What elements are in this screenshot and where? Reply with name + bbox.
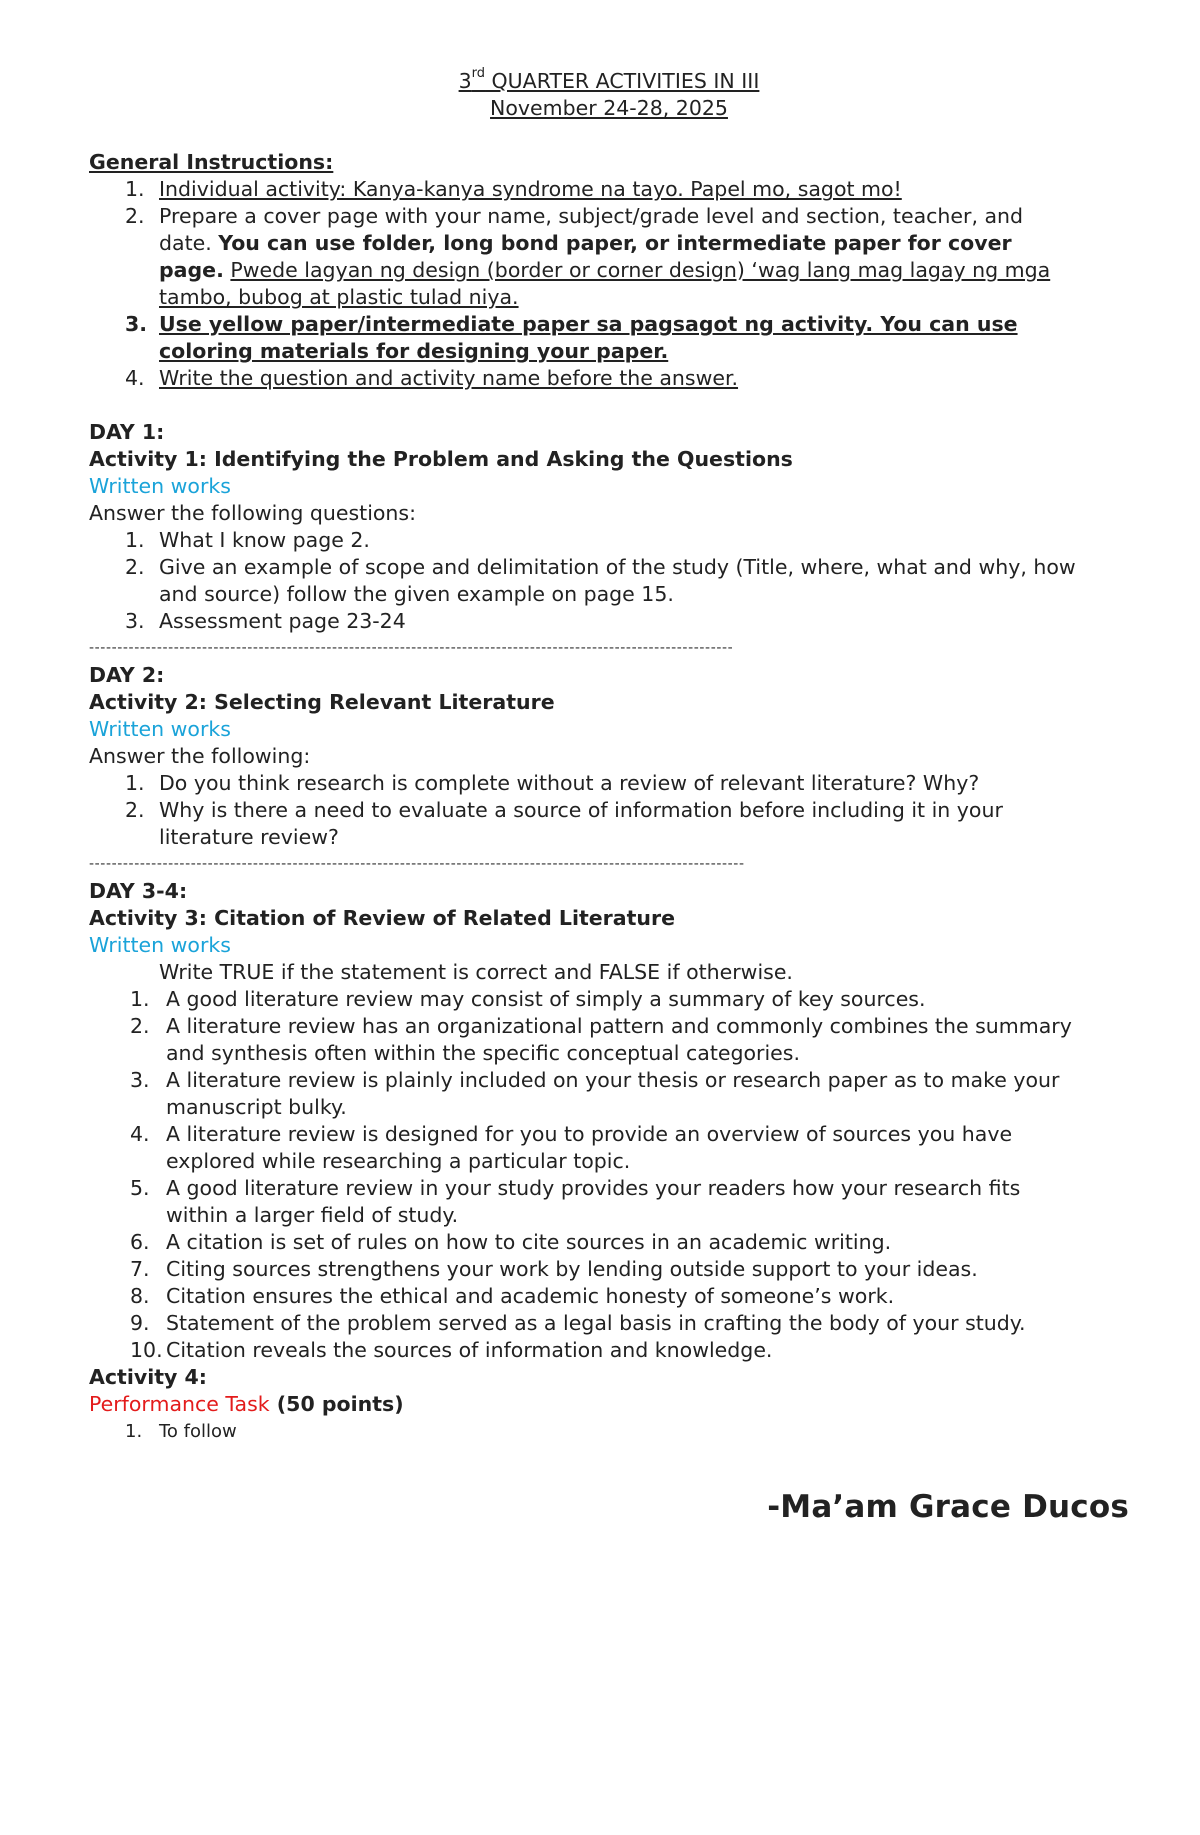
list-item (89, 986, 1129, 1013)
item-number: 3. (125, 609, 145, 633)
item-text: date. (159, 231, 219, 255)
item-text-underlined: tambo, bubog at plastic tulad niya. (159, 285, 519, 309)
item-number: 2. (130, 1014, 150, 1038)
performance-task-label: Performance Task (89, 1392, 270, 1416)
item-number: 1. (125, 771, 145, 795)
day34-activity-title: Activity 3: Citation of Review of Related Literature (89, 906, 676, 930)
day1-activity-title: Activity 1: Identifying the Problem and Asking the Questions (89, 447, 793, 471)
item-text: Use yellow paper/intermediate paper sa pagsagot ng activity. You can use (159, 312, 1018, 336)
day2-heading: DAY 2: (89, 663, 165, 687)
document-date: November 24-28, 2025 (490, 96, 728, 120)
list-item (89, 1310, 1129, 1337)
day34-heading: DAY 3-4: (89, 879, 188, 903)
true-false-list (89, 986, 1129, 1364)
item-text-underlined: Pwede lagyan ng design (border or corner design) ‘wag lang mag lagay ng mga (230, 258, 1051, 282)
list-item (89, 797, 1129, 851)
activity4-list (89, 1418, 1129, 1445)
item-text: and synthesis often within the specific conceptual categories. (166, 1041, 800, 1065)
item-text: Write the question and activity name before the answer. (159, 366, 739, 390)
item-text: A literature review has an organizational pattern and commonly combines the summary (166, 1014, 1072, 1038)
title-superscript: rd (471, 66, 486, 82)
general-instructions-heading: General Instructions: (89, 150, 334, 174)
day1-heading: DAY 1: (89, 420, 165, 444)
day1-intro: Answer the following questions: (89, 501, 417, 525)
list-item (89, 1175, 1129, 1229)
item-number: 1. (125, 528, 145, 552)
item-number: 2. (125, 555, 145, 579)
item-text: Citation reveals the sources of information and knowledge. (166, 1338, 773, 1362)
title-quarter-number: 3 (458, 69, 472, 93)
item-text: Citation ensures the ethical and academic honesty of someone’s work. (166, 1284, 895, 1308)
item-text: explored while researching a particular topic. (166, 1149, 631, 1173)
item-number: 1. (125, 177, 145, 201)
list-item (89, 608, 1129, 635)
list-item (89, 1229, 1129, 1256)
day2-questions-list (89, 770, 1129, 851)
list-item (89, 1256, 1129, 1283)
list-item (89, 311, 1129, 365)
item-text: coloring materials for designing your paper. (159, 339, 669, 363)
title-text: QUARTER ACTIVITIES IN III (485, 69, 760, 93)
day2-type-label: Written works (89, 717, 231, 741)
item-text: A good literature review in your study provides your readers how your research fits (166, 1176, 1021, 1200)
item-text: and source) follow the given example on page 15. (159, 582, 674, 606)
activity4-heading: Activity 4: (89, 1365, 207, 1389)
list-item (89, 1337, 1129, 1364)
item-text-bold: You can use folder, long bond paper, or intermediate paper for cover (218, 231, 1012, 255)
item-text: manuscript bulky. (166, 1095, 347, 1119)
item-text: literature review? (159, 825, 339, 849)
item-text: Why is there a need to evaluate a source of information before including it in your (159, 798, 1003, 822)
item-number: 1. (130, 987, 150, 1011)
item-text: Prepare a cover page with your name, subject/grade level and section, teacher, and (159, 204, 1024, 228)
list-item (89, 770, 1129, 797)
list-item (89, 1121, 1129, 1175)
document-title (89, 68, 1129, 95)
item-text: A literature review is designed for you to provide an overview of sources you have (166, 1122, 1013, 1146)
day2-intro: Answer the following: (89, 744, 311, 768)
task-points: (50 points) (269, 1392, 404, 1416)
item-text: Give an example of scope and delimitation of the study (Title, where, what and why, how (159, 555, 1076, 579)
item-text-bold: page. (159, 258, 224, 282)
document-page (89, 66, 1129, 1525)
day1-type-label: Written works (89, 474, 231, 498)
item-number: 9. (130, 1311, 150, 1335)
item-number: 6. (130, 1230, 150, 1254)
list-item (89, 527, 1129, 554)
item-text: within a larger field of study. (166, 1203, 459, 1227)
list-item (89, 176, 1129, 203)
list-item (89, 203, 1129, 311)
item-number: 2. (125, 798, 145, 822)
item-text: Individual activity: Kanya-kanya syndrome na tayo. Papel mo, sagot mo! (159, 177, 902, 201)
item-text: A literature review is plainly included on your thesis or research paper as to make your (166, 1068, 1060, 1092)
item-text: Citing sources strengthens your work by lending outside support to your ideas. (166, 1257, 978, 1281)
list-item (89, 365, 1129, 392)
day34-type-label: Written works (89, 933, 231, 957)
separator-line: ------------------------------------------------------------------------------------------------------------------ (89, 640, 734, 656)
item-text: Statement of the problem served as a legal basis in crafting the body of your study. (166, 1311, 1026, 1335)
item-number: 5. (130, 1176, 150, 1200)
day2-activity-title: Activity 2: Selecting Relevant Literature (89, 690, 555, 714)
separator-line: -------------------------------------------------------------------------------------------------------------------- (89, 856, 745, 872)
item-number: 1. (125, 1421, 143, 1442)
list-item (89, 1283, 1129, 1310)
item-number: 2. (125, 204, 145, 228)
signature: -Ma’am Grace Ducos (767, 1489, 1129, 1525)
list-item (89, 554, 1129, 608)
item-text: Assessment page 23-24 (159, 609, 406, 633)
item-number: 10. (130, 1338, 163, 1362)
day1-questions-list (89, 527, 1129, 635)
item-text: Do you think research is complete without a review of relevant literature? Why? (159, 771, 980, 795)
general-instructions-list (89, 176, 1129, 392)
item-number: 3. (130, 1068, 150, 1092)
item-text: A citation is set of rules on how to cite sources in an academic writing. (166, 1230, 892, 1254)
item-text: What I know page 2. (159, 528, 370, 552)
item-number: 8. (130, 1284, 150, 1308)
item-number: 4. (130, 1122, 150, 1146)
item-number: 3. (125, 312, 148, 336)
list-item (89, 1418, 1129, 1445)
day34-intro: Write TRUE if the statement is correct and FALSE if otherwise. (159, 960, 793, 984)
item-text: A good literature review may consist of simply a summary of key sources. (166, 987, 926, 1011)
item-text: To follow (159, 1421, 237, 1442)
activity4-task (89, 1391, 1129, 1418)
item-number: 7. (130, 1257, 150, 1281)
item-number: 4. (125, 366, 145, 390)
list-item (89, 1067, 1129, 1121)
list-item (89, 1013, 1129, 1067)
